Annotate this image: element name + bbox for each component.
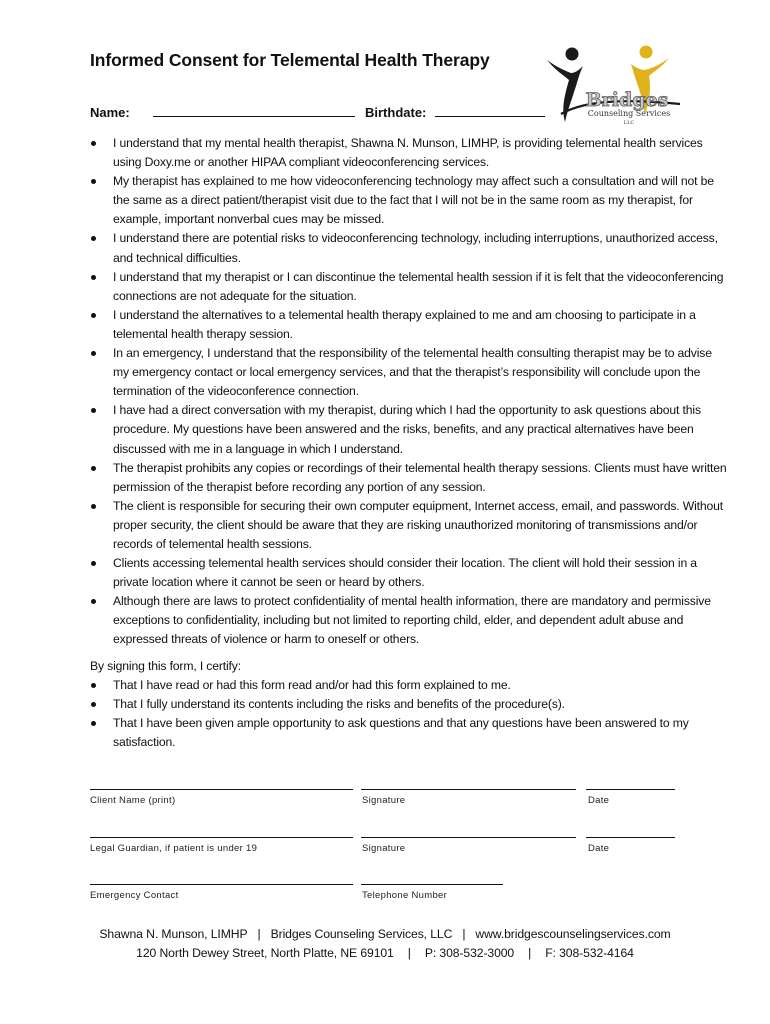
date-line-2[interactable] (586, 837, 675, 838)
guardian-label: Legal Guardian, if patient is under 19 (90, 843, 258, 854)
consent-bullet-list (90, 134, 730, 650)
birthdate-label: Birthdate: (365, 105, 427, 120)
page-title: Informed Consent for Telemental Health Therapy (90, 50, 490, 70)
name-birthdate-row (90, 104, 550, 120)
guardian-line[interactable] (90, 837, 353, 838)
list-item: That I have been given ample opportunity to ask questions and that any questions have been answered to my satisfaction. (90, 714, 730, 752)
emergency-contact-label: Emergency Contact (90, 890, 179, 901)
date-label-1: Date (588, 795, 610, 806)
logo-tagline-text: Counseling Services (587, 109, 671, 118)
footer-provider: Shawna N. Munson, LIMHP (99, 927, 248, 941)
footer-website-link[interactable]: www.bridgescounselingservices.com (475, 927, 671, 941)
signature-line-1[interactable] (361, 789, 576, 790)
list-item: That I fully understand its contents including the risks and benefits of the procedure(s). (90, 695, 730, 714)
list-item: Although there are laws to protect confidentiality of mental health information, there are mandatory and permissive exceptions to confidentiality, including but not limited to reporting child, elder, and dependent adult abuse and expressed threats of violence or harm to oneself or others. (90, 592, 730, 649)
client-name-label: Client Name (print) (90, 795, 176, 806)
signature-label-2: Signature (362, 843, 406, 854)
list-item: In an emergency, I understand that the responsibility of the telemental health consulting therapist may be to advise my emergency contact or local emergency services, and that the therapist’s responsibility will conclude upon the termination of the videoconference connection. (90, 344, 730, 401)
signature-label-1: Signature (362, 795, 406, 806)
list-item: Clients accessing telemental health services should consider their location. The client will hold their session in a private location where it cannot be seen or heard by others. (90, 554, 730, 592)
date-line-1[interactable] (586, 789, 675, 790)
bridges-logo (543, 42, 683, 128)
footer-separator: | (257, 927, 261, 941)
signature-line-2[interactable] (361, 837, 576, 838)
footer-separator: | (407, 946, 411, 960)
logo-suffix-text: LLC (623, 120, 635, 126)
footer-phone: P: 308-532-3000 (424, 946, 515, 960)
logo-gold-head (640, 46, 653, 59)
footer-separator: | (462, 927, 466, 941)
footer-address: 120 North Dewey Street, North Platte, NE 69101 (136, 946, 394, 960)
footer-separator: | (528, 946, 532, 960)
logo-brand-text: Bridges (585, 89, 669, 111)
footer-fax: F: 308-532-4164 (545, 946, 634, 960)
footer-line-2 (0, 944, 770, 963)
list-item: The therapist prohibits any copies or recordings of their telemental health therapy sessions. Clients must have written permission of the therapist before recording any portion of any session. (90, 459, 730, 497)
page-footer (0, 925, 770, 963)
logo-dark-head (566, 48, 579, 61)
certify-intro: By signing this form, I certify: (90, 659, 241, 673)
list-item: I understand that my mental health therapist, Shawna N. Munson, LIMHP, is providing telemental health services using Doxy.me or another HIPAA compliant videoconferencing services. (90, 134, 730, 172)
footer-line-1 (0, 925, 770, 944)
list-item: My therapist has explained to me how videoconferencing technology may affect such a consultation and will not be the same as a direct patient/therapist visit due to the fact that I will not be in the same room as my therapist, for example, important nonverbal cues may be missed. (90, 172, 730, 229)
list-item: I have had a direct conversation with my therapist, during which I had the opportunity to ask questions about this procedure. My questions have been answered and the risks, benefits, and any practical alternatives have been discussed with me in a language in which I understand. (90, 401, 730, 458)
name-label: Name: (90, 105, 130, 120)
list-item: I understand there are potential risks to videoconferencing technology, including interruptions, unauthorized access, and technical difficulties. (90, 229, 730, 267)
name-field-line[interactable] (153, 104, 355, 117)
list-item: I understand that my therapist or I can discontinue the telemental health session if it is felt that the videoconferencing connections are not adequate for the situation. (90, 268, 730, 306)
telephone-label: Telephone Number (362, 890, 448, 901)
list-item: That I have read or had this form read and/or had this form explained to me. (90, 676, 730, 695)
emergency-contact-line[interactable] (90, 884, 353, 885)
list-item: The client is responsible for securing their own computer equipment, Internet access, email, and passwords. Without proper security, the client should be aware that they are risking unauthorized monitoring of transmissions and/or records of telemental health sessions. (90, 497, 730, 554)
certify-bullet-list (90, 676, 730, 752)
list-item: I understand the alternatives to a telemental health therapy explained to me and am choosing to participate in a telemental health therapy session. (90, 306, 730, 344)
birthdate-field-line[interactable] (435, 104, 545, 117)
footer-practice: Bridges Counseling Services, LLC (270, 927, 453, 941)
date-label-2: Date (588, 843, 610, 854)
client-name-line[interactable] (90, 789, 353, 790)
telephone-line[interactable] (361, 884, 503, 885)
